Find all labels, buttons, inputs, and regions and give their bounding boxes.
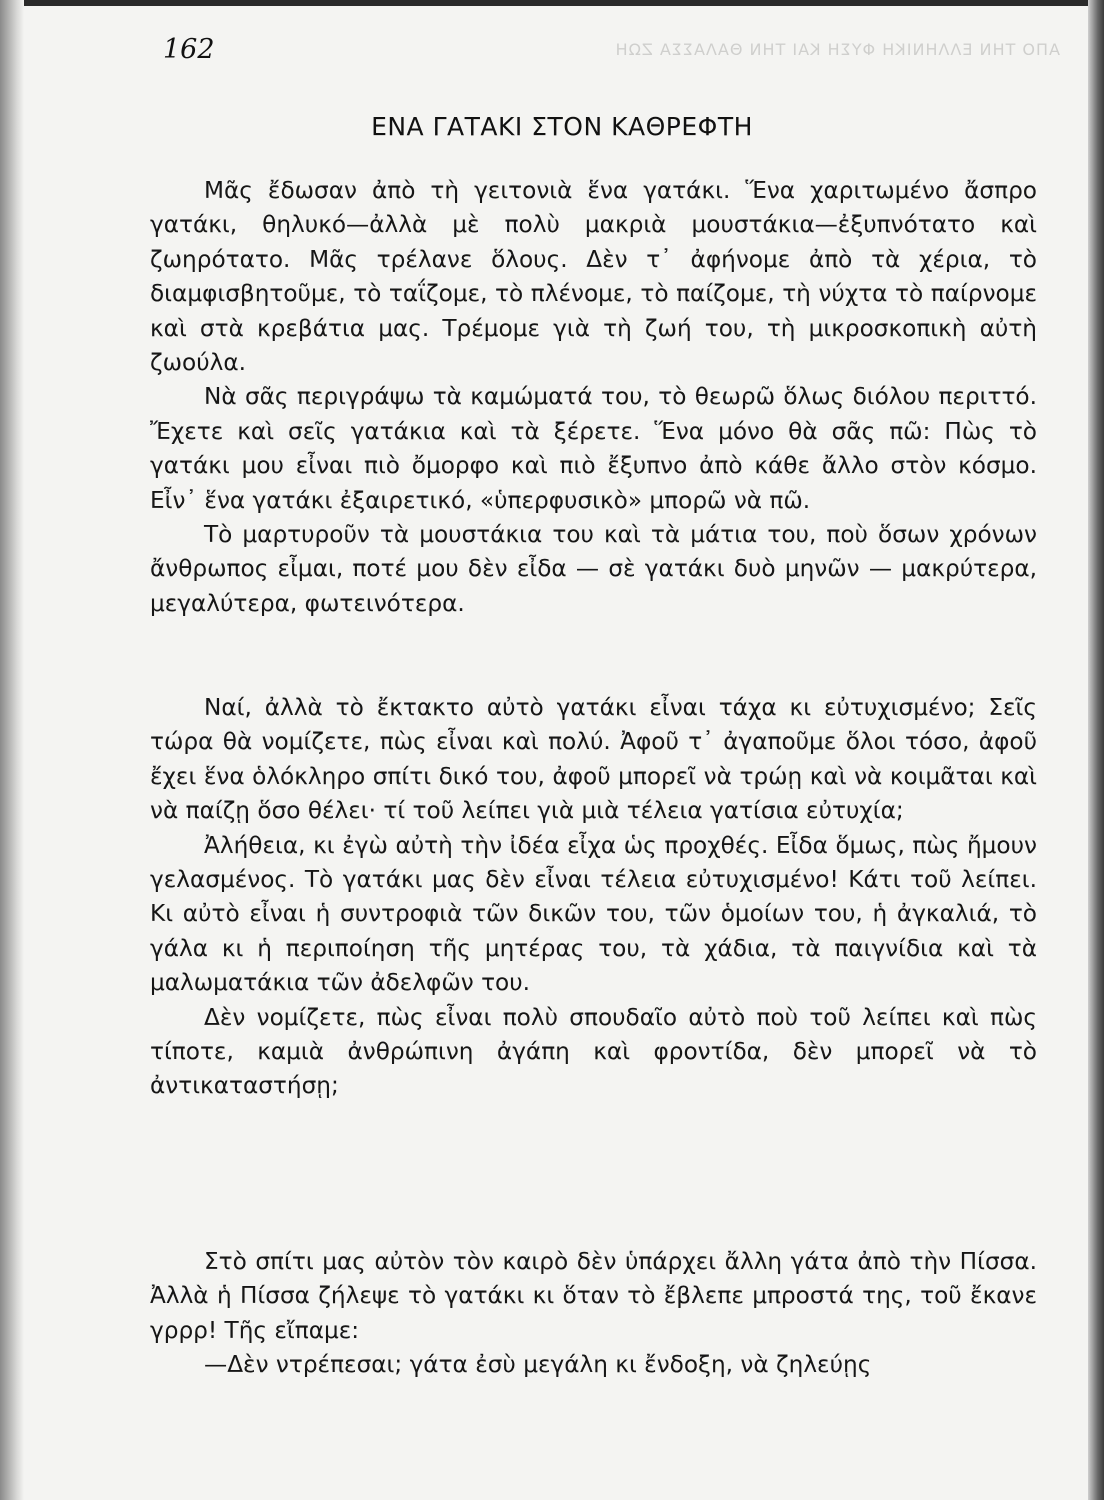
page-number: 162 <box>163 34 215 65</box>
section-3 <box>150 1245 1037 1383</box>
paragraph: Τὸ μαρτυροῦν τὰ μουστάκια του καὶ τὰ μάτια του, ποὺ ὅσων χρόνων ἄνθρωπος εἶμαι, ποτέ μου δὲν εἶδα — σὲ γατάκι δυὸ μηνῶν — μακρύτερα, μεγαλύτερα, φωτεινότερα. <box>150 521 1037 617</box>
paragraph: Στὸ σπίτι μας αὐτὸν τὸν καιρὸ δὲν ὑπάρχει ἄλλη γάτα ἀπὸ τὴν Πίσσα. Ἀλλὰ ἡ Πίσσα ζήλεψε τὸ γατάκι κι ὅταν τὸ ἔβλεπε μπροστά της, τοῦ ἔκανε γρρρ! Τῆς εἴπαμε: <box>150 1248 1037 1344</box>
paragraph: —Δὲν ντρέπεσαι; γάτα ἐσὺ μεγάλη κι ἔνδοξη, νὰ ζηλεύῃς <box>204 1351 872 1379</box>
paragraph: Νὰ σᾶς περιγράψω τὰ καμώματά του, τὸ θεωρῶ ὅλως διόλου περιττό. Ἔχετε καὶ σεῖς γατάκια καὶ τὰ ξέρετε. Ἕνα μόνο θὰ σᾶς πῶ: Πὼς τὸ γατάκι μου εἶναι πιὸ ὄμορφο καὶ πιὸ ἔξυπνο ἀπὸ κάθε ἄλλο στὸν κόσμο. Εἶν᾽ ἕνα γατάκι ἐξαιρετικό, «ὑπερφυσικὸ» μπορῶ νὰ πῶ. <box>150 383 1037 514</box>
section-1 <box>150 174 1037 621</box>
paragraph: Ναί, ἀλλὰ τὸ ἔκτακτο αὐτὸ γατάκι εἶναι τάχα κι εὐτυχισμένο; Σεῖς τώρα θὰ νομίζετε, πὼς εἶναι καὶ πολύ. Ἀφοῦ τ᾽ ἀγαποῦμε ὅλοι τόσο, ἀφοῦ ἔχει ἕνα ὁλόκληρο σπίτι δικό του, ἀφοῦ μπορεῖ νὰ τρώῃ καὶ νὰ κοιμᾶται καὶ νὰ παίζῃ ὅσο θέλει· τί τοῦ λείπει γιὰ μιὰ τέλεια γατίσια εὐτυχία; <box>150 694 1037 825</box>
page-gutter-shadow <box>0 0 24 1500</box>
paragraph: Ἀλήθεια, κι ἐγὼ αὐτὴ τὴν ἰδέα εἶχα ὡς προχθές. Εἶδα ὅμως, πὼς ἤμουν γελασμένος. Τὸ γατάκι μας δὲν εἶναι τέλεια εὐτυχισμένο! Κάτι τοῦ λείπει. Κι αὐτὸ εἶναι ἡ συντροφιὰ τῶν δικῶν του, τῶν ὁμοίων του, ἡ ἀγκαλιά, τὸ γάλα κι ἡ περιποίηση τῆς μητέρας του, τὰ χάδια, τὰ παιγνίδια καὶ τὰ μαλωματάκια τῶν ἀδελφῶν του. <box>150 831 1037 997</box>
paragraph: Μᾶς ἔδωσαν ἀπὸ τὴ γειτονιὰ ἕνα γατάκι. Ἕνα χαριτωμένο ἄσπρο γατάκι, θηλυκό—ἀλλὰ μὲ πολὺ μακριὰ μουστάκια—ἐξυπνότατο καὶ ζωηρότατο. Μᾶς τρέλανε ὅλους. Δὲν τ᾽ ἀφήνομε ἀπὸ τὰ χέρια, τὸ διαμφισβητοῦμε, τὸ ταΐζομε, τὸ πλένομε, τὸ παίζομε, τὴ νύχτα τὸ παίρνομε καὶ στὰ κρεβάτια μας. Τρέμομε γιὰ τὴ ζωή του, τὴ μικροσκοπικὴ αὐτὴ ζωούλα. <box>150 177 1037 377</box>
page-right-edge <box>1088 0 1104 1500</box>
chapter-title: ΕΝΑ ΓΑΤΑΚΙ ΣΤΟΝ ΚΑΘΡΕΦΤΗ <box>371 112 753 141</box>
bleed-through-running-head: ΑΠΟ ΤΗΝ ΕΛΛΗΝΙΚΗ ΦΥΣΗ ΚΑΙ ΤΗΝ ΘΑΛΑΣΣΑ ΖΩΗ <box>614 40 1060 59</box>
section-2 <box>150 691 1037 1104</box>
paragraph: Δὲν νομίζετε, πὼς εἶναι πολὺ σπουδαῖο αὐτὸ ποὺ τοῦ λείπει καὶ πὼς τίποτε, καμιὰ ἀνθρώπινη ἀγάπη καὶ φροντίδα, δὲν μπορεῖ νὰ τὸ ἀντικαταστήσῃ; <box>150 1003 1037 1100</box>
page-top-edge <box>0 0 1104 6</box>
